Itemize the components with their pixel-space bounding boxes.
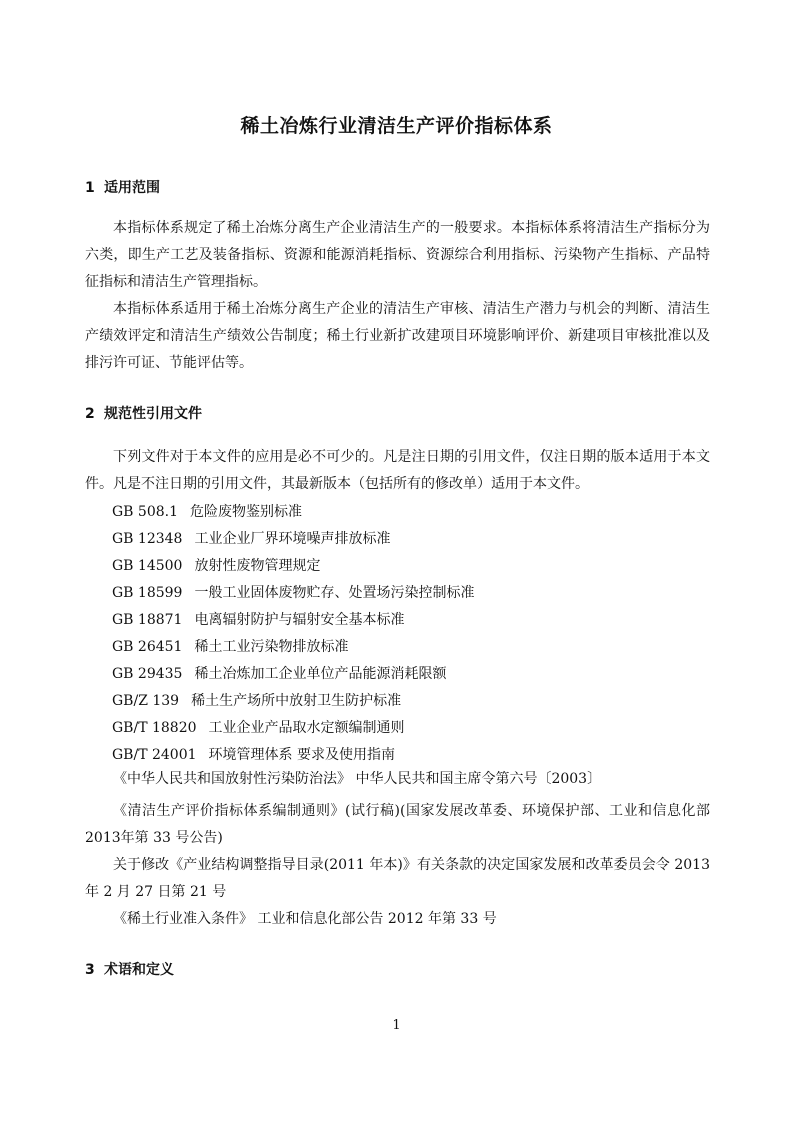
standard-reference — [112, 664, 446, 684]
page-title: 稀土冶炼行业清洁生产评价指标体系 — [240, 115, 553, 137]
standard-reference — [112, 610, 404, 630]
standard-reference — [112, 745, 395, 765]
standard-name: 环境管理体系 要求及使用指南 — [208, 747, 395, 763]
standard-code: GB 26451 — [112, 639, 183, 655]
standard-reference — [112, 583, 474, 603]
section-title: 适用范围 — [104, 180, 160, 196]
standard-code: GB 12348 — [112, 531, 183, 547]
standard-name: 危险废物鉴别标准 — [190, 504, 303, 520]
standard-name: 工业企业厂界环境噪声排放标准 — [194, 531, 391, 547]
section-number: 1 — [85, 180, 95, 196]
standard-name: 电离辐射防护与辐射安全基本标准 — [194, 612, 405, 628]
section-title: 规范性引用文件 — [104, 406, 202, 422]
standard-reference — [112, 718, 405, 738]
standard-code: GB 508.1 — [112, 504, 179, 520]
standard-code: GB 14500 — [112, 558, 183, 574]
standard-name: 稀土工业污染物排放标准 — [194, 639, 349, 655]
standard-code: GB 18599 — [112, 585, 183, 601]
law-reference: 《清洁生产评价指标体系编制通则》(试行稿)(国家发展改革委、环境保护部、工业和信息化部 2013年第 33 号公告) — [85, 803, 710, 846]
section-number: 3 — [85, 962, 95, 978]
section-heading-terms — [85, 959, 174, 979]
law-reference: 关于修改《产业结构调整指导目录(2011 年本)》有关条款的决定国家发展和改革委员会令 2013 年 2 月 27 日第 21 号 — [85, 857, 710, 900]
standard-name: 放射性废物管理规定 — [194, 558, 321, 574]
standard-reference — [112, 691, 401, 711]
standard-reference — [112, 529, 390, 549]
standard-reference — [112, 637, 348, 657]
section-number: 2 — [85, 406, 95, 422]
standard-name: 稀土生产场所中放射卫生防护标准 — [191, 693, 402, 709]
law-reference: 《稀土行业准入条件》 工业和信息化部公告 2012 年第 33 号 — [113, 911, 497, 927]
page-number: 1 — [392, 1018, 401, 1033]
paragraph: 下列文件对于本文件的应用是必不可少的。凡是注日期的引用文件，仅注日期的版本适用于本文件。凡是不注日期的引用文件，其最新版本（包括所有的修改单）适用于本文件。 — [85, 449, 710, 492]
standard-name: 稀土冶炼加工企业单位产品能源消耗限额 — [194, 666, 447, 682]
section-title: 术语和定义 — [104, 962, 174, 978]
standard-name: 工业企业产品取水定额编制通则 — [208, 720, 405, 736]
law-reference: 《中华人民共和国放射性污染防治法》 中华人民共和国主席令第六号〔2003〕 — [113, 771, 602, 787]
standard-reference — [112, 556, 320, 576]
standard-code: GB 18871 — [112, 612, 183, 628]
standard-name: 一般工业固体废物贮存、处置场污染控制标准 — [194, 585, 475, 601]
standard-code: GB/T 18820 — [112, 720, 197, 736]
paragraph: 本指标体系规定了稀土冶炼分离生产企业清洁生产的一般要求。本指标体系将清洁生产指标分为六类，即生产工艺及装备指标、资源和能源消耗指标、资源综合利用指标、污染物产生指标、产品特征指标和清洁生产管理指标。 — [85, 220, 710, 290]
paragraph: 本指标体系适用于稀土冶炼分离生产企业的清洁生产审核、清洁生产潜力与机会的判断、清洁生产绩效评定和清洁生产绩效公告制度；稀土行业新扩改建项目环境影响评价、新建项目审核批准以及排污许可证、节能评估等。 — [85, 301, 710, 371]
standard-reference — [112, 502, 302, 522]
standard-code: GB 29435 — [112, 666, 183, 682]
standard-code: GB/Z 139 — [112, 693, 180, 709]
section-heading-normative-references — [85, 403, 202, 423]
section-heading-scope — [85, 177, 160, 197]
standard-code: GB/T 24001 — [112, 747, 197, 763]
